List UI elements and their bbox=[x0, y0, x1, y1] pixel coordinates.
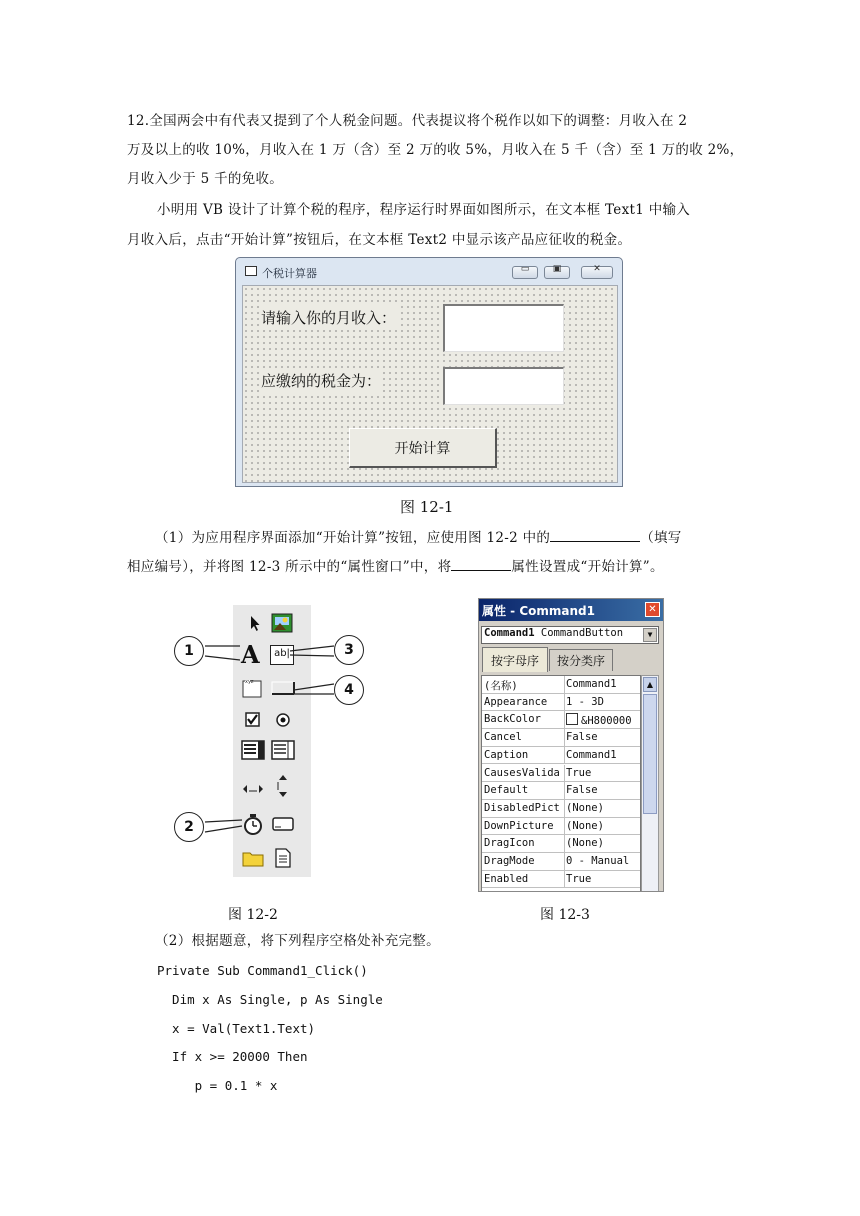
property-key: DisabledPict bbox=[484, 801, 560, 814]
property-value[interactable]: (None) bbox=[566, 837, 604, 850]
income-label: 请输入你的月收入： bbox=[259, 305, 398, 330]
question-line-5: 月收入后，点击“开始计算”按钮后，在文本框 Text2 中显示该产品应征收的税金。 bbox=[127, 232, 632, 248]
answer-blank-1[interactable] bbox=[550, 527, 640, 542]
color-swatch bbox=[566, 713, 578, 725]
property-key: BackColor bbox=[484, 713, 541, 726]
property-key: DragIcon bbox=[484, 837, 535, 850]
timer-tool-icon[interactable] bbox=[241, 812, 265, 836]
text1-input[interactable] bbox=[443, 304, 564, 352]
combobox-tool-icon[interactable] bbox=[241, 739, 265, 761]
picturebox-icon[interactable] bbox=[271, 612, 293, 634]
callout-1: 1 bbox=[174, 636, 204, 666]
property-value[interactable]: 1 - 3D bbox=[566, 695, 604, 708]
close-icon: ✕ bbox=[593, 264, 601, 274]
properties-window bbox=[478, 598, 664, 892]
chevron-down-icon[interactable]: ▼ bbox=[643, 628, 657, 642]
callout-4: 4 bbox=[334, 675, 364, 705]
start-calc-button[interactable]: 开始计算 bbox=[349, 428, 497, 468]
dirlistbox-tool-icon[interactable] bbox=[241, 847, 265, 869]
property-row[interactable] bbox=[482, 818, 641, 836]
maximize-icon: ▣ bbox=[552, 264, 562, 274]
filelistbox-tool-icon[interactable] bbox=[273, 847, 293, 869]
property-scrollbar[interactable] bbox=[641, 675, 659, 892]
property-key: DownPicture bbox=[484, 819, 554, 832]
property-row[interactable] bbox=[482, 694, 641, 712]
vscrollbar-tool-icon[interactable] bbox=[273, 773, 293, 799]
property-value[interactable]: &H800000 bbox=[566, 713, 640, 727]
callout-3: 3 bbox=[334, 635, 364, 665]
tax-label: 应缴纳的税金为： bbox=[259, 368, 383, 393]
property-value[interactable]: (None) bbox=[566, 801, 604, 814]
question-line-4: 小明用 VB 设计了计算个税的程序，程序运行时界面如图所示，在文本框 Text1 中输入 bbox=[157, 202, 691, 218]
property-row[interactable] bbox=[482, 765, 641, 783]
maximize-button[interactable] bbox=[544, 266, 570, 279]
vb-form-client bbox=[242, 285, 618, 483]
pointer-icon[interactable] bbox=[245, 613, 265, 633]
property-value[interactable]: True bbox=[566, 872, 592, 885]
property-row[interactable] bbox=[482, 711, 641, 729]
property-row[interactable] bbox=[482, 676, 641, 694]
property-key: Default bbox=[484, 784, 529, 797]
optionbutton-tool-icon[interactable] bbox=[273, 710, 293, 730]
vb-form-window bbox=[235, 257, 623, 487]
text2-input[interactable] bbox=[443, 367, 564, 405]
property-key: Enabled bbox=[484, 872, 529, 885]
property-value[interactable]: False bbox=[566, 731, 598, 744]
commandbutton-tool-icon[interactable] bbox=[271, 679, 295, 697]
vb-form-titlebar bbox=[236, 258, 622, 285]
part2-text: （2）根据题意，将下列程序空格处补充完整。 bbox=[155, 933, 440, 949]
drivelistbox-tool-icon[interactable] bbox=[271, 814, 295, 834]
svg-text:xyz: xyz bbox=[245, 679, 254, 685]
properties-close-button[interactable]: ✕ bbox=[645, 602, 660, 617]
frame-tool-icon[interactable] bbox=[241, 677, 263, 699]
property-key: (名称) bbox=[484, 680, 518, 692]
callout-2: 2 bbox=[174, 812, 204, 842]
label-tool-icon[interactable]: A bbox=[241, 640, 260, 669]
property-value[interactable]: True bbox=[566, 766, 592, 779]
property-value[interactable]: (None) bbox=[566, 819, 604, 832]
properties-title: 属性 - Command1 bbox=[482, 604, 595, 618]
code-line-2: Dim x As Single, p As Single bbox=[157, 992, 383, 1007]
object-selector[interactable]: Command1 CommandButton ▼ bbox=[481, 626, 659, 644]
part1-line-2: 相应编号），并将图 12-3 所示中的“属性窗口”中，将 属性设置成“开始计算”。 bbox=[127, 553, 664, 582]
tab-alphabetic[interactable]: 按字母序 bbox=[482, 647, 548, 672]
code-line-5: p = 0.1 * x bbox=[157, 1078, 278, 1093]
property-row[interactable] bbox=[482, 871, 641, 889]
figure-12-2-caption: 图 12-2 bbox=[228, 907, 278, 923]
code-line-1: Private Sub Command1_Click() bbox=[157, 963, 368, 978]
part1-line-1: （1）为应用程序界面添加“开始计算”按钮，应使用图 12-2 中的 （填写 bbox=[155, 524, 682, 553]
minimize-button[interactable] bbox=[512, 266, 538, 279]
code-line-4: If x >= 20000 Then bbox=[157, 1049, 308, 1064]
property-value[interactable]: Command1 bbox=[566, 748, 617, 761]
question-line-1: 12.全国两会中有代表又提到了个人税金问题。代表提议将个税作以如下的调整：月收入在 2 bbox=[127, 113, 688, 129]
close-button[interactable] bbox=[581, 266, 613, 279]
property-value[interactable]: False bbox=[566, 784, 598, 797]
vb-toolbox bbox=[233, 605, 311, 877]
property-row[interactable] bbox=[482, 853, 641, 871]
scroll-thumb[interactable] bbox=[643, 694, 657, 814]
minimize-icon: ▭ bbox=[520, 264, 530, 274]
question-line-3: 月收入少于 5 千的免收。 bbox=[127, 171, 284, 187]
textbox-tool-icon[interactable]: ab| bbox=[270, 645, 294, 665]
property-key: DragMode bbox=[484, 855, 535, 867]
code-line-3: x = Val(Text1.Text) bbox=[157, 1021, 316, 1036]
listbox-tool-icon[interactable] bbox=[271, 739, 295, 761]
property-key: CausesValida bbox=[484, 766, 560, 779]
property-key: Cancel bbox=[484, 731, 522, 744]
form-icon bbox=[245, 266, 257, 276]
property-key: Caption bbox=[484, 748, 529, 761]
figure-12-1-caption: 图 12-1 bbox=[400, 498, 454, 516]
property-key: Appearance bbox=[484, 695, 548, 708]
property-grid bbox=[481, 675, 641, 892]
property-row[interactable] bbox=[482, 782, 641, 800]
properties-titlebar bbox=[479, 599, 663, 621]
property-row[interactable] bbox=[482, 835, 641, 853]
property-value[interactable]: Command1 bbox=[566, 678, 617, 690]
property-row[interactable] bbox=[482, 729, 641, 747]
scroll-up-icon[interactable]: ▲ bbox=[643, 677, 657, 692]
property-row[interactable] bbox=[482, 800, 641, 818]
property-value[interactable]: 0 - Manual bbox=[566, 855, 630, 867]
question-line-2: 万及以上的收 10%，月收入在 1 万（含）至 2 万的收 5%，月收入在 5 千（含）至 1 万的收 2%， bbox=[127, 142, 744, 158]
property-row[interactable] bbox=[482, 747, 641, 765]
form-title: 个税计算器 bbox=[262, 267, 317, 280]
figure-12-3-caption: 图 12-3 bbox=[540, 907, 590, 923]
checkbox-tool-icon[interactable] bbox=[243, 710, 263, 730]
answer-blank-2[interactable] bbox=[451, 556, 511, 571]
tab-categorized[interactable]: 按分类序 bbox=[549, 649, 613, 671]
hscrollbar-tool-icon[interactable] bbox=[241, 777, 265, 795]
